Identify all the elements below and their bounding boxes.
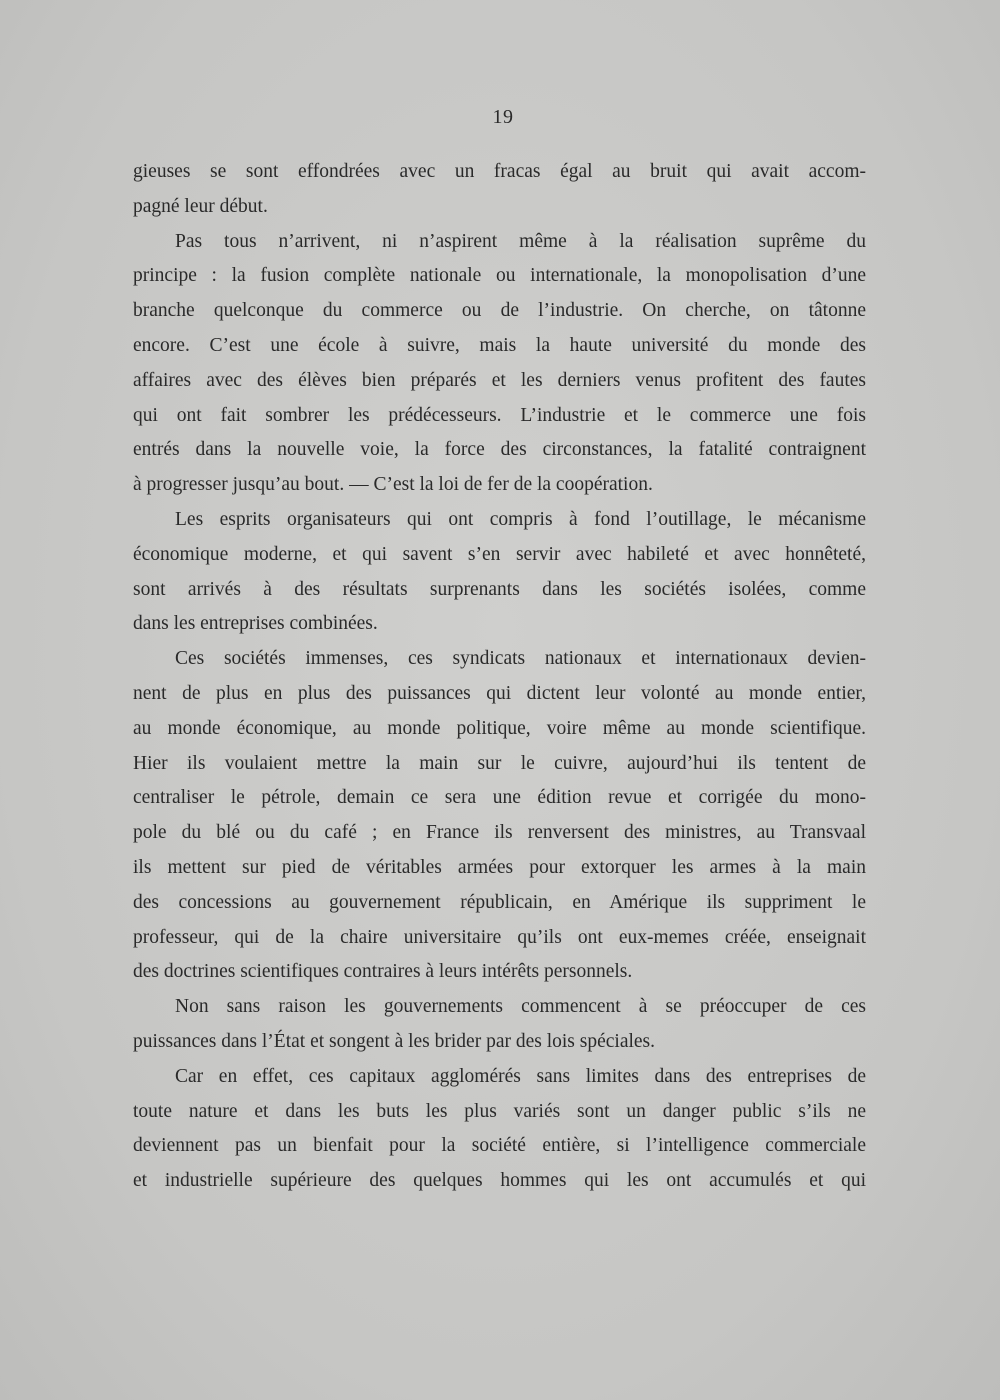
paragraph [133,155,866,225]
paragraph [133,642,866,990]
text-line: dans les entreprises combinées. [133,613,378,635]
paragraph [133,990,866,1060]
text-line: gieuses se sont effondrées avec un fracas égal au bruit qui avait accom- [133,161,866,182]
text-line: Pas tous n’arrivent, ni n’aspirent même à la réalisation suprême du [175,230,866,252]
text-line: des doctrines scientifiques contraires à leurs intérêts personnels. [133,961,633,983]
text-line: puissances dans l’État et songent à les brider par des lois spéciales. [133,1030,656,1052]
text-line: nent de plus en plus des puissances qui dictent leur volonté au monde entier, [133,682,866,704]
text-line: centraliser le pétrole, demain ce sera une édition revue et corrigée du mono- [133,787,866,809]
text-line: principe : la fusion complète nationale ou internationale, la monopolisation d’une [133,265,866,287]
text-line: deviennent pas un bienfait pour la société entière, si l’intelligence commerciale [133,1135,866,1157]
body-text [133,155,866,1199]
text-line: économique moderne, et qui savent s’en servir avec habileté et avec honnêteté, [133,543,866,565]
text-line: pole du blé ou du café ; en France ils renversent des ministres, au Transvaal [133,822,866,844]
page-number: 19 [492,106,514,128]
text-line: sont arrivés à des résultats surprenants dans les sociétés isolées, comme [133,578,866,600]
text-line: pagné leur début. [133,195,268,217]
text-line: Hier ils voulaient mettre la main sur le cuivre, aujourd’hui ils tentent de [133,752,866,774]
text-line: Car en effet, ces capitaux agglomérés sans limites dans des entreprises de [175,1065,866,1087]
paragraph [133,225,866,503]
text-line: professeur, qui de la chaire universitaire qu’ils ont eux-memes créée, enseignait [133,926,866,948]
text-line: Ces sociétés immenses, ces syndicats nationaux et internationaux devien- [175,648,866,670]
text-line: ils mettent sur pied de véritables armées pour extorquer les armes à la main [133,856,866,878]
text-line: au monde économique, au monde politique, voire même au monde scientifique. [133,717,866,739]
text-line: entrés dans la nouvelle voie, la force des circonstances, la fatalité contraignent [133,439,866,461]
text-line: Les esprits organisateurs qui ont compris à fond l’outillage, le mécanisme [175,508,866,530]
text-line: et industrielle supérieure des quelques hommes qui les ont accumulés et qui [133,1170,866,1192]
text-line: toute nature et dans les buts les plus variés sont un danger public s’ils ne [133,1100,866,1122]
text-line: encore. C’est une école à suivre, mais la haute université du monde des [133,334,866,356]
text-line: affaires avec des élèves bien préparés et les derniers venus profitent des fautes [133,369,866,391]
text-line: à progresser jusqu’au bout. — C’est la loi de fer de la coopération. [133,474,653,496]
paragraph [133,503,866,642]
text-line: branche quelconque du commerce ou de l’industrie. On cherche, on tâtonne [133,300,866,322]
text-line: Non sans raison les gouvernements commencent à se préoccuper de ces [175,996,866,1018]
paragraph [133,1060,866,1199]
text-line: qui ont fait sombrer les prédécesseurs. L’industrie et le commerce une fois [133,404,866,426]
text-line: des concessions au gouvernement républicain, en Amérique ils suppriment le [133,891,866,913]
